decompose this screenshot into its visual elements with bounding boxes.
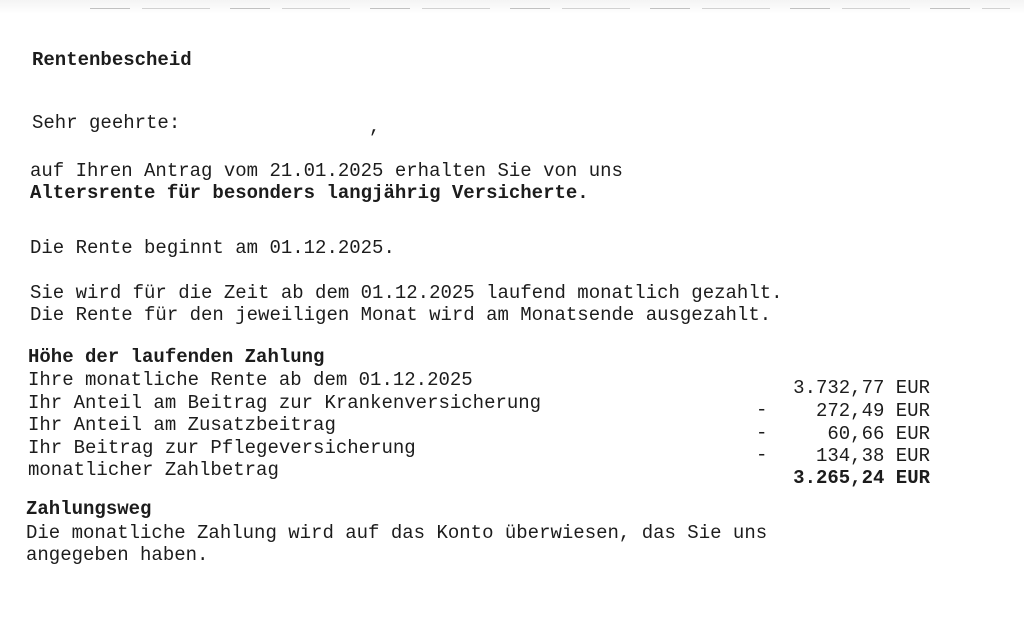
pension-type: Altersrente für besonders langjährig Versicherte. <box>30 182 589 204</box>
row-sign-additional-contribution: - <box>756 422 768 444</box>
pension-start: Die Rente beginnt am 01.12.2025. <box>30 237 395 259</box>
row-amount-care-insurance: 134,38 EUR <box>815 445 930 467</box>
row-label-pension: Ihre monatliche Rente ab dem 01.12.2025 <box>28 369 473 391</box>
row-amount-additional-contribution: 60,66 EUR <box>827 423 930 445</box>
intro-line-1: auf Ihren Antrag vom 21.01.2025 erhalten Sie von uns <box>30 160 623 182</box>
payment-method-heading: Zahlungsweg <box>26 498 152 520</box>
row-amount-pension: 3.732,77 EUR <box>793 377 930 399</box>
payment-method-line-1: Die monatliche Zahlung wird auf das Konto überwiesen, das Sie uns <box>26 522 768 544</box>
salutation-text: Sehr geehrte <box>32 112 169 134</box>
payment-heading: Höhe der laufenden Zahlung <box>28 346 325 368</box>
row-label-health-insurance: Ihr Anteil am Beitrag zur Krankenversicherung <box>28 392 542 414</box>
row-label-net-payment: monatlicher Zahlbetrag <box>28 459 279 481</box>
row-label-care-insurance: Ihr Beitrag zur Pflegeversicherung <box>28 437 416 459</box>
row-amount-health-insurance: 272,49 EUR <box>815 400 930 422</box>
payment-info-line-2: Die Rente für den jeweiligen Monat wird am Monatsende ausgezahlt. <box>30 304 772 326</box>
payment-info-line-1: Sie wird für die Zeit ab dem 01.12.2025 laufend monatlich gezahlt. <box>30 282 783 304</box>
document-title: Rentenbescheid <box>32 49 192 71</box>
salutation-colon: : <box>168 112 181 134</box>
salutation-comma: , <box>369 116 381 138</box>
row-amount-net-payment: 3.265,24 EUR <box>793 467 930 489</box>
row-sign-care-insurance: - <box>756 444 768 466</box>
payment-method-line-2: angegeben haben. <box>26 544 209 566</box>
row-sign-health-insurance: - <box>756 399 768 421</box>
salutation <box>32 112 180 134</box>
scan-top-edge <box>0 0 1024 14</box>
row-label-additional-contribution: Ihr Anteil am Zusatzbeitrag <box>28 414 336 436</box>
